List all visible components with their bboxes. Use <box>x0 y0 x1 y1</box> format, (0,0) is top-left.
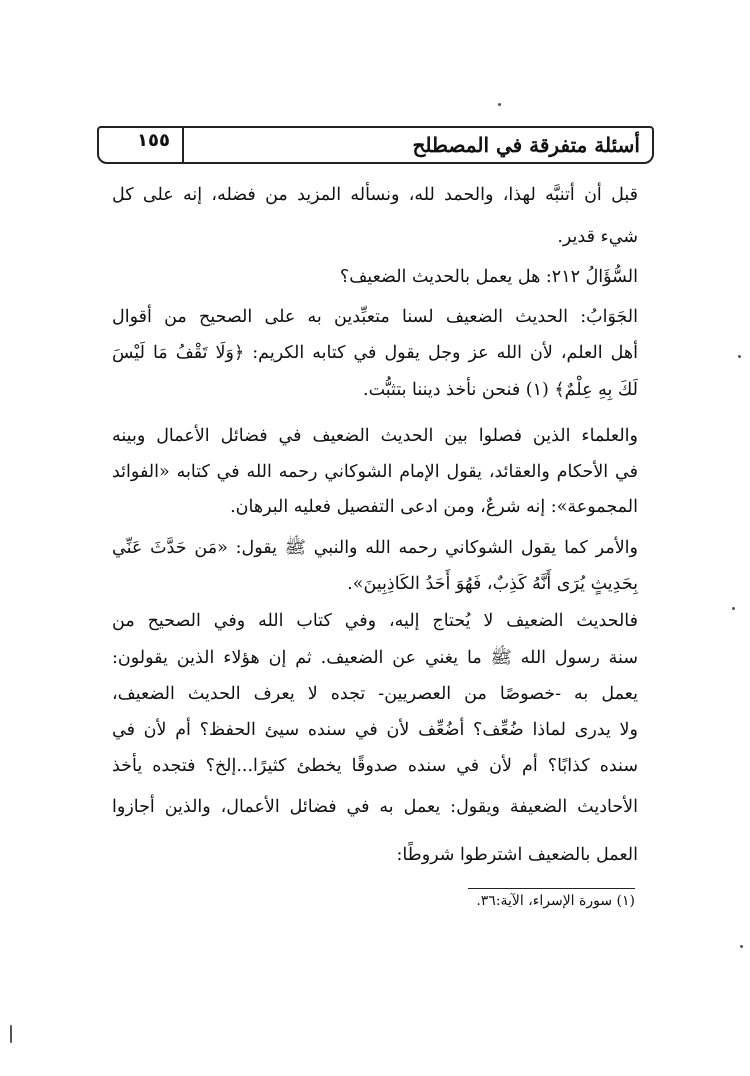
scan-speck <box>738 355 741 358</box>
running-title: أسئلة متفرقة في المصطلح <box>412 133 640 157</box>
body-line: العمل بالضعيف اشترطوا شروطًا: <box>396 845 638 865</box>
body-line: سنده كذابًا؟ أم لأن في سنده صدوقًا يخطئ كثيرًا...إلخ؟ فتجده يأخذ <box>112 756 638 776</box>
header-divider <box>182 126 184 162</box>
body-line: والعلماء الذين فصلوا بين الحديث الضعيف في فضائل الأعمال وبينه <box>112 426 638 446</box>
scan-speck <box>498 103 501 106</box>
body-line: سنة رسول الله ﷺ ما يغني عن الضعيف. ثم إن هؤلاء الذين يقولون: <box>112 648 638 668</box>
body-line: قبل أن أتنبَّه لهذا، والحمد لله، ونسأله المزيد من فضله، إنه على كل <box>112 185 638 205</box>
body-line: يعمل به -خصوصًا من العصريين- تجده لا يعرف الحديث الضعيف، <box>112 684 638 704</box>
footnote: (١) سورة الإسراء، الآية:٣٦. <box>476 893 635 909</box>
scan-speck <box>740 945 743 948</box>
answer-line: الجَوَابُ: الحديث الضعيف لسنا متعبِّدين به على الصحيح من أقوال <box>112 307 638 327</box>
body-line: شيء قدير. <box>557 227 638 247</box>
page-number: ١٥٥ <box>137 130 170 151</box>
body-line: فالحديث الضعيف لا يُحتاج إليه، وفي كتاب الله وفي الصحيح من <box>112 611 638 631</box>
body-line: المجموعة»: إنه شرعٌ، ومن ادعى التفصيل فعليه البرهان. <box>230 497 638 517</box>
body-line: لَكَ بِهِ عِلْمٌ﴾ (١) فنحن نأخذ ديننا بتثبُّت. <box>363 380 638 400</box>
body-line: والأمر كما يقول الشوكاني رحمه الله والنبي ﷺ يقول: «مَن حَدَّثَ عَنِّي <box>112 538 638 558</box>
body-line: أهل العلم، لأن الله عز وجل يقول في كتابه الكريم: ﴿وَلَا تَقْفُ مَا لَيْسَ <box>112 343 638 363</box>
scan-speck <box>732 607 735 610</box>
footnote-rule <box>468 888 635 889</box>
question-heading: السُّؤَالُ ٢١٢: هل يعمل بالحديث الضعيف؟ <box>339 267 638 287</box>
body-line: الأحاديث الضعيفة ويقول: يعمل به في فضائل الأعمال، والذين أجازوا <box>112 797 638 817</box>
running-header <box>97 126 654 164</box>
body-line: في الأحكام والعقائد، يقول الإمام الشوكاني رحمه الله في كتابه «الفوائد <box>112 462 638 482</box>
scan-speck <box>10 1025 12 1043</box>
body-line: ولا يدرى لماذا ضُعِّف؟ أضُعِّف لأن في سنده سيئ الحفظ؟ أم لأن في <box>112 720 638 740</box>
hadith-line: بِحَدِيثٍ يُرَى أَنَّهُ كَذِبٌ، فَهُوَ أَحَدُ الكَاذِبِينَ». <box>347 574 638 594</box>
